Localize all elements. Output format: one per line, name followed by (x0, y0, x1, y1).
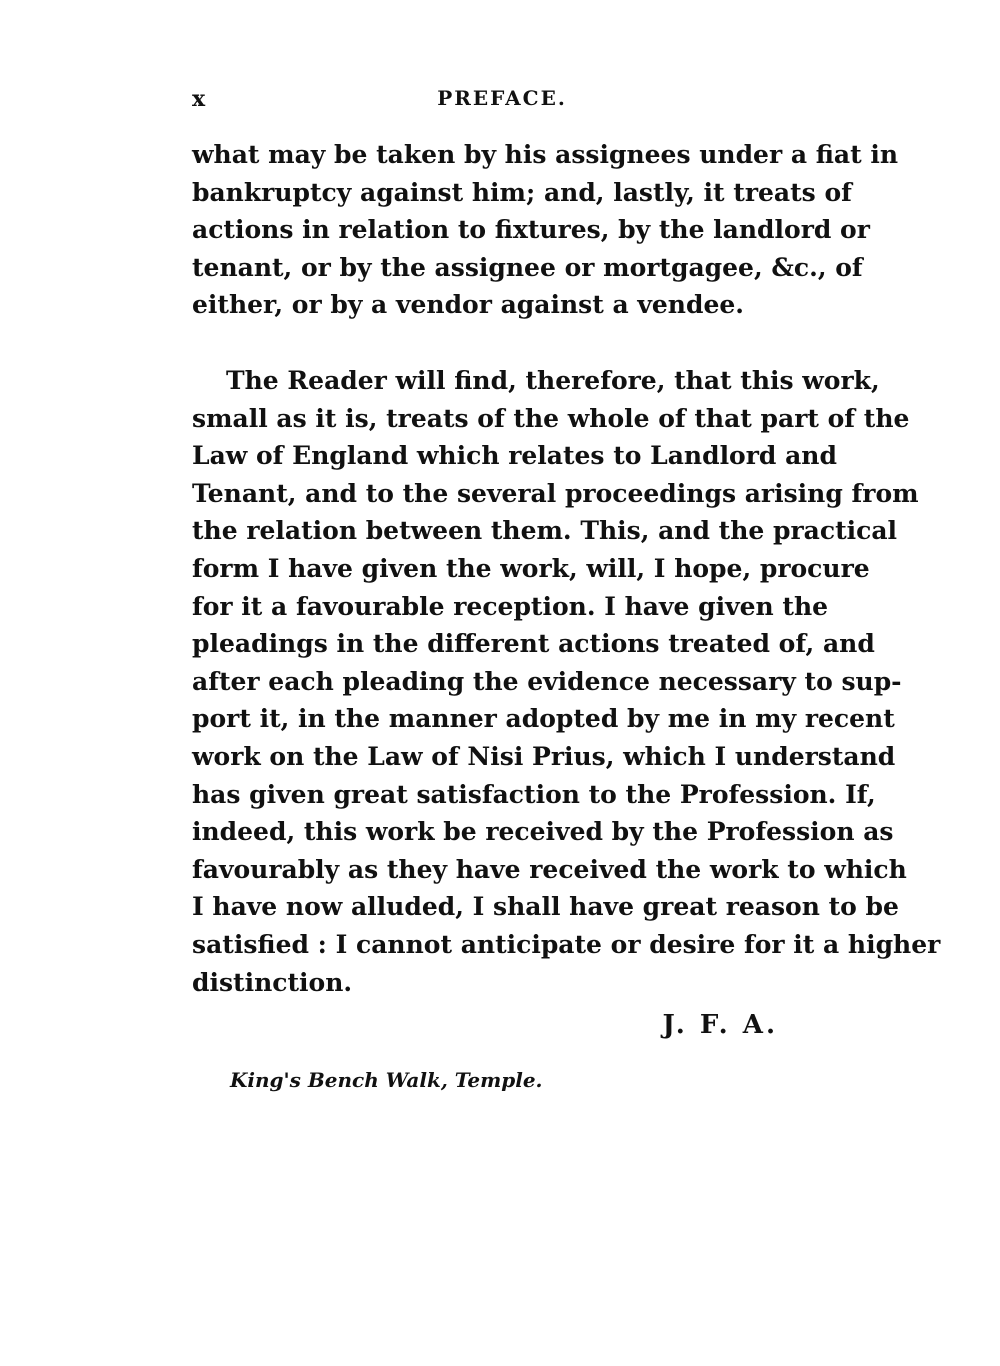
text-line: pleadings in the different actions treated of, and (192, 629, 875, 659)
text-line: small as it is, treats of the whole of that part of the (192, 403, 910, 433)
text-line: indeed, this work be received by the Profession as (192, 817, 894, 847)
place-of-writing: King's Bench Walk, Temple. (230, 1068, 543, 1092)
text-line: distinction. (192, 967, 353, 997)
text-line: form I have given the work, will, I hope, procure (192, 553, 870, 583)
author-initials: J. F. A. (662, 1010, 778, 1040)
text-line: the relation between them. This, and the practical (192, 516, 898, 546)
text-line: after each pleading the evidence necessary to sup- (192, 666, 902, 696)
text-line: has given great satisfaction to the Profession. If, (192, 779, 876, 809)
running-title: PREFACE. (437, 86, 567, 110)
running-head (192, 86, 812, 116)
paragraph-1 (192, 136, 899, 324)
text-line: port it, in the manner adopted by me in my recent (192, 704, 895, 734)
text-line: Tenant, and to the several proceedings arising from (192, 478, 919, 508)
text-line: Law of England which relates to Landlord and (192, 441, 837, 471)
text-line: actions in relation to fixtures, by the landlord or (192, 215, 870, 245)
paragraph-2 (192, 362, 941, 1001)
text-line: I have now alluded, I shall have great reason to be (192, 892, 899, 922)
page-number: x (192, 86, 206, 112)
text-line: what may be taken by his assignees under a fiat in (192, 140, 899, 169)
text-line: favourably as they have received the work to which (192, 854, 907, 884)
text-line: bankruptcy against him; and, lastly, it treats of (192, 177, 852, 207)
text-line: work on the Law of Nisi Prius, which I understand (192, 741, 896, 771)
text-line: for it a favourable reception. I have given the (192, 591, 829, 621)
text-line: The Reader will find, therefore, that this work, (226, 366, 880, 395)
text-line: satisfied : I cannot anticipate or desire for it a higher (192, 929, 941, 959)
text-line: tenant, or by the assignee or mortgagee, &c., of (192, 252, 863, 282)
text-line: either, or by a vendor against a vendee. (192, 290, 744, 320)
